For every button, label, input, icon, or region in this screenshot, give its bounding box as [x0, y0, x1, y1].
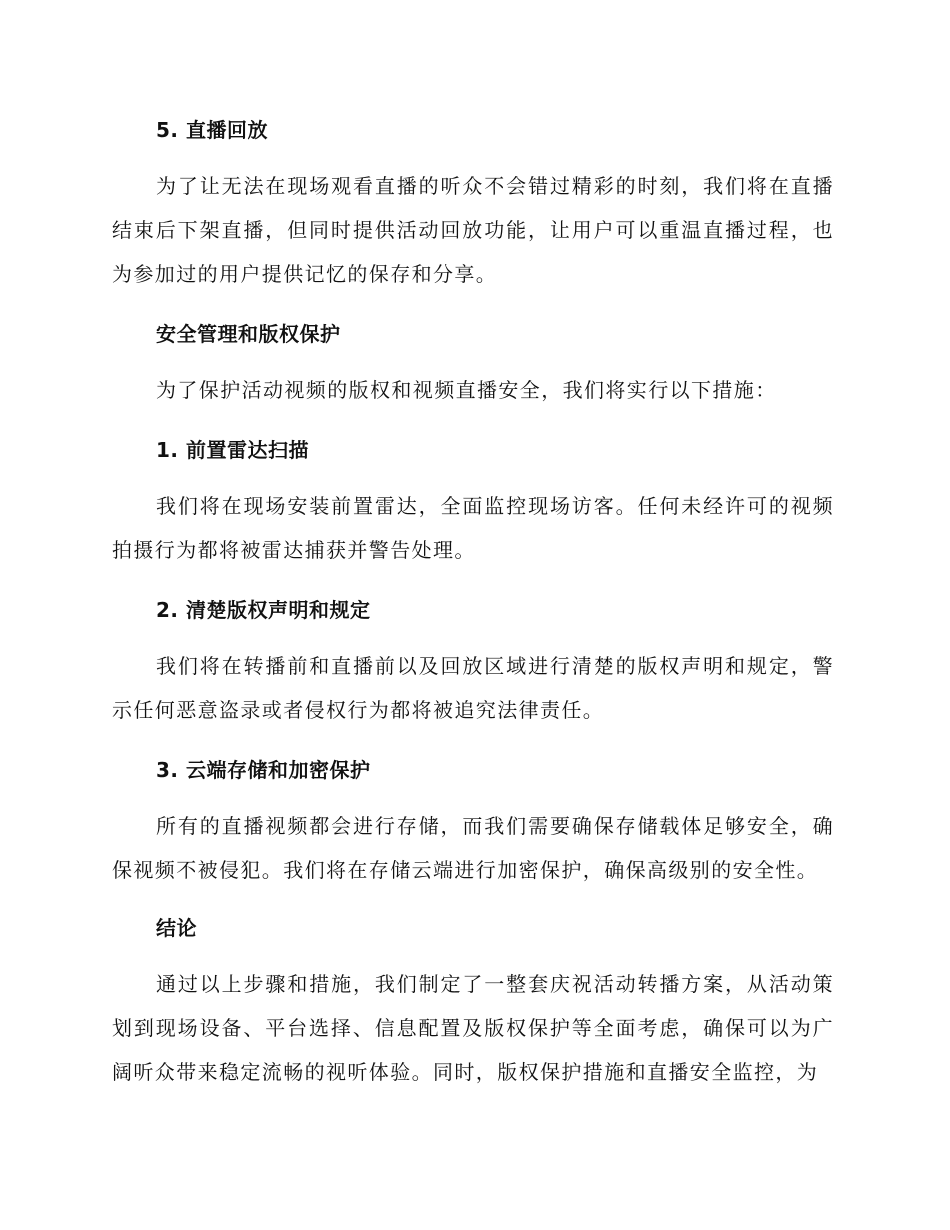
heading-security-copyright: 安全管理和版权保护 [156, 322, 341, 346]
heading-radar-scan: 1. 前置雷达扫描 [156, 438, 309, 462]
paragraph-cloud-storage: 所有的直播视频都会进行存储，而我们需要确保存储载体足够安全，确保视频不被侵犯。我们将在存储云端进行加密保护，确保高级别的安全性。 [112, 814, 834, 882]
heading-copyright-notice: 2. 清楚版权声明和规定 [156, 598, 371, 622]
paragraph-conclusion: 通过以上步骤和措施，我们制定了一整套庆祝活动转播方案，从活动策划到现场设备、平台选择、信息配置及版权保护等全面考虑，确保可以为广阔听众带来稳定流畅的视听体验。同时，版权保护措施和直播安全监控，为 [112, 972, 834, 1084]
paragraph-radar-scan: 我们将在现场安装前置雷达，全面监控现场访客。任何未经许可的视频拍摄行为都将被雷达捕获并警告处理。 [112, 494, 834, 562]
heading-conclusion: 结论 [156, 916, 197, 940]
heading-cloud-storage: 3. 云端存储和加密保护 [156, 758, 371, 782]
heading-live-replay: 5. 直播回放 [156, 118, 268, 142]
paragraph-copyright-notice: 我们将在转播前和直播前以及回放区域进行清楚的版权声明和规定，警示任何恶意盗录或者侵权行为都将被追究法律责任。 [112, 654, 834, 722]
paragraph-live-replay: 为了让无法在现场观看直播的听众不会错过精彩的时刻，我们将在直播结束后下架直播，但同时提供活动回放功能，让用户可以重温直播过程，也为参加过的用户提供记忆的保存和分享。 [112, 174, 834, 286]
paragraph-security-intro: 为了保护活动视频的版权和视频直播安全，我们将实行以下措施： [156, 378, 777, 402]
